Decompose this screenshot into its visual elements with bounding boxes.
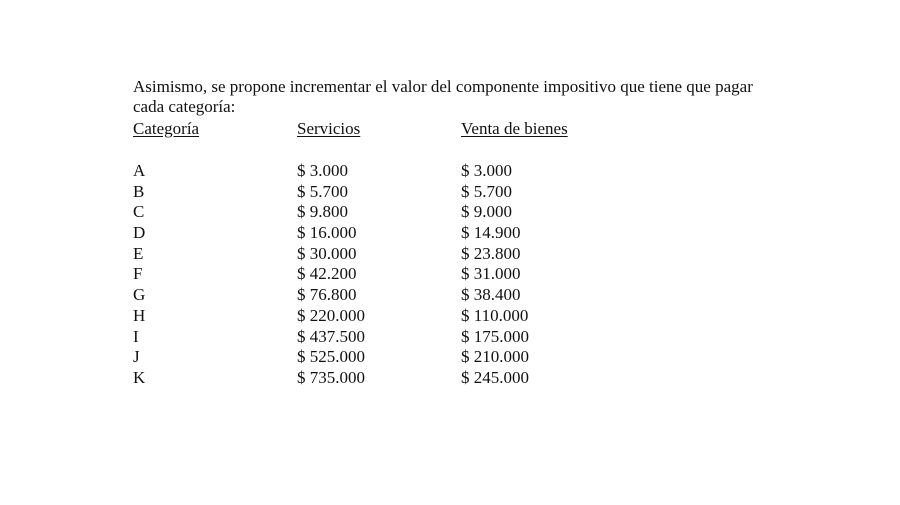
categoria-column <box>133 161 145 389</box>
categoria-cell: C <box>133 202 145 222</box>
venta-cell: $ 245.000 <box>461 367 529 387</box>
header-venta-de-bienes: Venta de bienes <box>461 119 568 138</box>
categoria-cell: D <box>133 223 146 243</box>
categoria-cell: K <box>133 367 146 387</box>
servicios-cell: $ 437.500 <box>297 326 365 346</box>
categoria-cell: I <box>133 326 139 346</box>
venta-cell: $ 9.000 <box>461 202 512 222</box>
intro-paragraph: Asimismo, se propone incrementar el valor del componente impositivo que tiene que pagar cada categoría: <box>133 77 753 116</box>
categoria-cell: B <box>133 181 145 201</box>
categoria-cell: G <box>133 285 146 305</box>
servicios-cell: $ 16.000 <box>297 223 357 243</box>
header-servicios: Servicios <box>297 119 361 138</box>
categoria-cell: H <box>133 305 146 325</box>
categoria-cell: J <box>133 347 140 367</box>
servicios-cell: $ 42.200 <box>297 264 357 284</box>
categoria-cell: E <box>133 243 144 263</box>
header-categoria: Categoría <box>133 119 200 138</box>
venta-cell: $ 3.000 <box>461 161 512 180</box>
venta-cell: $ 23.800 <box>461 243 521 263</box>
categoria-cell: A <box>133 161 146 180</box>
servicios-cell: $ 525.000 <box>297 347 365 367</box>
venta-de-bienes-column <box>461 161 529 389</box>
servicios-cell: $ 76.800 <box>297 285 357 305</box>
categoria-cell: F <box>133 264 143 284</box>
servicios-cell: $ 30.000 <box>297 243 357 263</box>
servicios-cell: $ 5.700 <box>297 181 348 201</box>
venta-cell: $ 14.900 <box>461 223 521 243</box>
servicios-column <box>297 161 365 389</box>
venta-cell: $ 110.000 <box>461 305 529 325</box>
servicios-cell: $ 735.000 <box>297 367 365 387</box>
venta-cell: $ 175.000 <box>461 326 529 346</box>
servicios-cell: $ 3.000 <box>297 161 348 180</box>
venta-cell: $ 31.000 <box>461 264 521 284</box>
venta-cell: $ 210.000 <box>461 347 529 367</box>
venta-cell: $ 5.700 <box>461 181 512 201</box>
servicios-cell: $ 220.000 <box>297 305 365 325</box>
servicios-cell: $ 9.800 <box>297 202 348 222</box>
venta-cell: $ 38.400 <box>461 285 521 305</box>
